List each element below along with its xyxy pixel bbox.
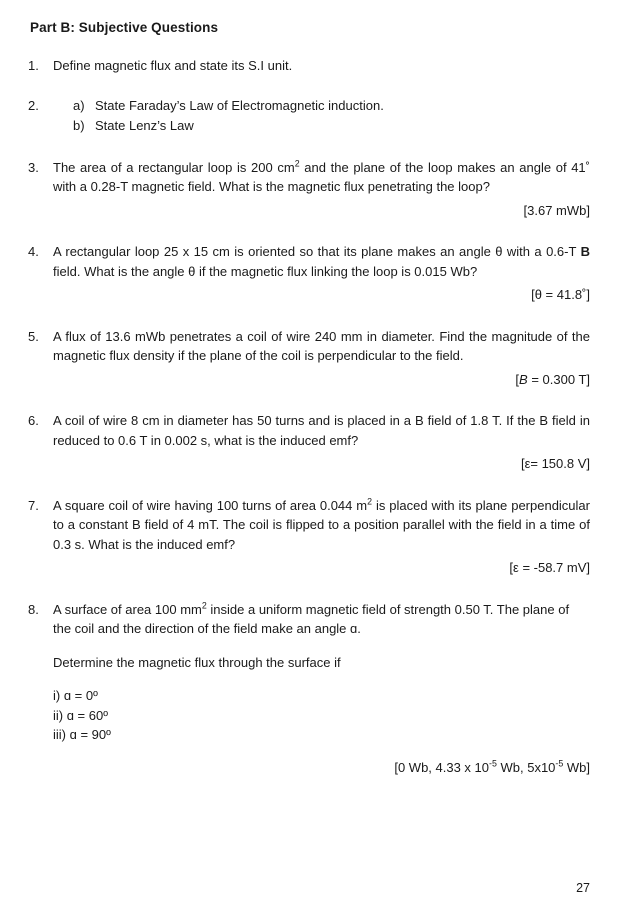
superscript: 2	[367, 496, 373, 507]
question-number: 3.	[28, 159, 39, 175]
roman-item-ii: ii) ɑ = 60º	[53, 707, 108, 723]
question-number: 6.	[28, 413, 39, 428]
question-item-1	[0, 56, 638, 76]
answer-6: [ε= 150.8 V]	[520, 456, 590, 471]
answer-rest: = 0.300 T]	[527, 371, 590, 387]
question-number: 7.	[28, 497, 39, 513]
answer-prefix: [	[515, 371, 520, 387]
roman-item-i: i) ɑ = 0º	[53, 688, 98, 703]
spacer	[0, 745, 638, 754]
b-field-symbol: B	[580, 244, 590, 259]
page-number: 27	[576, 881, 590, 895]
question-item-3	[0, 158, 638, 197]
question-text-part2: is placed with its plane perpendicular to a constant B field of 4 mT. The coil is flipped to a position parallel with the field in a time of 0.3 s. What is the induced emf?	[53, 497, 590, 552]
question-text: Define magnetic flux and state its S.I unit.	[53, 58, 293, 73]
answer-4: [θ = 41.8˚]	[531, 287, 590, 302]
question-text-part1: A square coil of wire having 100 turns of area 0.044 m	[53, 497, 368, 513]
question-text: A flux of 13.6 mWb penetrates a coil of wire 240 mm in diameter. Find the magnitude of the magnetic flux density if the plane of the coil is perpendicular to the field.	[53, 328, 590, 363]
page-title: Part B: Subjective Questions	[30, 20, 219, 35]
question-text-part1: A surface of area 100 mm	[53, 601, 202, 617]
question-list	[0, 56, 638, 777]
subitem-a	[73, 96, 590, 116]
question-text	[53, 158, 590, 197]
question-item-5	[0, 327, 638, 366]
spacer	[0, 305, 638, 327]
question-item-2	[0, 96, 638, 136]
question-text-part2: field. What is the angle θ if the magnetic flux linking the loop is 0.015 Wb?	[53, 263, 478, 279]
roman-item-iii: iii) ɑ = 90º	[53, 727, 111, 742]
spacer	[0, 220, 638, 242]
question-number: 4.	[28, 244, 39, 259]
spacer	[0, 76, 638, 94]
subitem-text: State Faraday’s Law of Electromagnetic induction.	[95, 97, 384, 113]
question-8-roman-list	[0, 686, 638, 745]
subitem-label: a)	[73, 97, 85, 113]
question-text-part1: A rectangular loop 25 x 15 cm is oriented so that its plane makes an angle θ with a 0.6-T	[53, 244, 581, 259]
question-subitems	[53, 96, 590, 136]
question-text-part2: and the plane of the loop makes an angle of 41˚ with a 0.28-T magnetic field. What is the magnetic flux penetrating the loop?	[53, 159, 590, 194]
answer-3: [3.67 mWb]	[523, 202, 590, 218]
question-text	[53, 600, 590, 639]
answer-suffix: Wb]	[563, 759, 590, 775]
subitem-b	[73, 116, 590, 136]
answer-7: [ε = -58.7 mV]	[509, 560, 590, 575]
question-text-part1: The area of a rectangular loop is 200 cm	[53, 159, 295, 175]
question-number: 5.	[28, 328, 39, 344]
question-number: 8.	[28, 601, 39, 617]
question-text-part2: inside a uniform magnetic field of strength 0.50 T. The plane of the coil and the direction of the field make an angle ɑ.	[53, 601, 570, 636]
question-item-7	[0, 496, 638, 555]
question-text	[53, 496, 590, 555]
spacer	[0, 578, 638, 600]
question-text: A coil of wire 8 cm in diameter has 50 turns and is placed in a B field of 1.8 T. If the B field in reduced to 0.6 T in 0.002 s, what is the induced emf?	[53, 413, 590, 448]
superscript: 2	[294, 158, 300, 169]
subitem-text: State Lenz’s Law	[95, 117, 194, 133]
spacer	[0, 474, 638, 496]
question-number: 2.	[28, 97, 39, 113]
answer-5	[0, 370, 638, 390]
question-text	[53, 242, 590, 281]
spacer	[0, 672, 638, 686]
answer-mid: Wb, 5x10	[496, 759, 556, 775]
question-number: 1.	[28, 58, 39, 73]
answer-prefix: [0 Wb, 4.33 x 10	[394, 759, 490, 775]
spacer	[0, 136, 638, 158]
subitem-label: b)	[73, 117, 85, 133]
superscript: 2	[201, 600, 207, 611]
spacer	[0, 389, 638, 411]
superscript: -5	[555, 758, 564, 769]
superscript: -5	[489, 758, 497, 769]
b-field-symbol: B	[519, 371, 528, 387]
question-item-6	[0, 411, 638, 450]
spacer	[0, 639, 638, 653]
question-item-4	[0, 242, 638, 281]
question-8-prompt: Determine the magnetic flux through the surface if	[53, 654, 341, 670]
answer-8	[0, 758, 638, 778]
question-item-8	[0, 600, 638, 639]
